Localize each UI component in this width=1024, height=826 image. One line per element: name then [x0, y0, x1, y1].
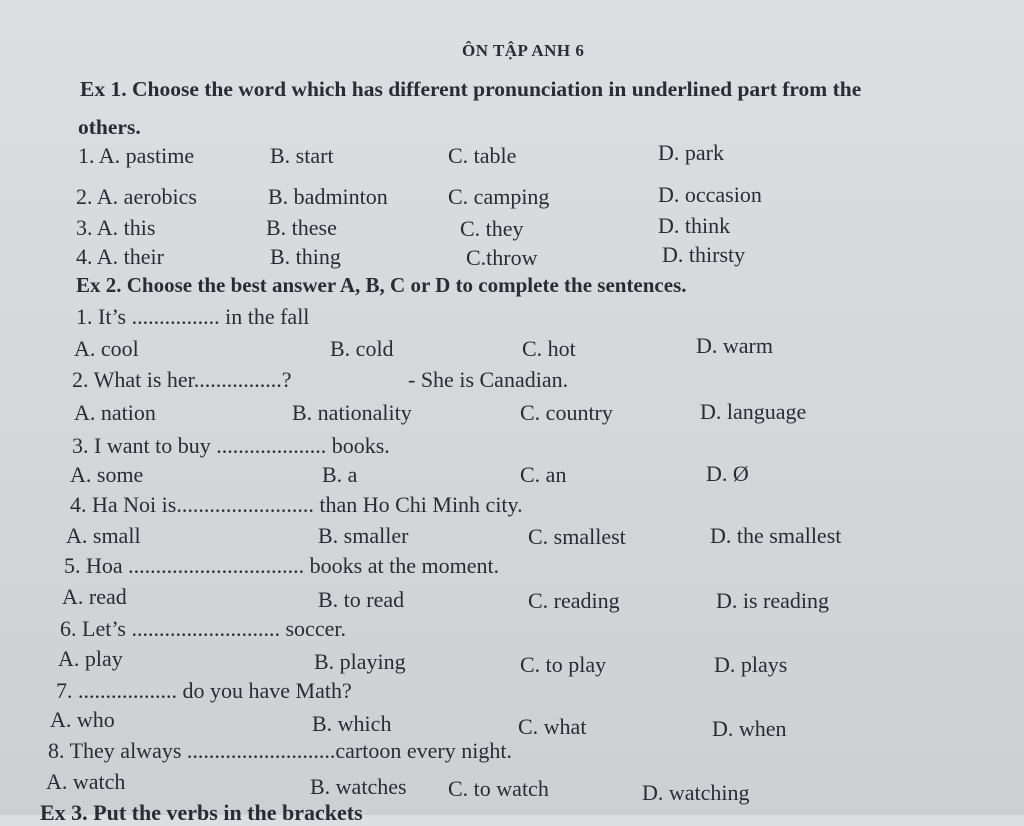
ex2-q6-option-c: C. to play [520, 652, 607, 677]
ex1-q1-option-a: 1. A. pastime [78, 143, 195, 168]
ex2-q2-option-b: B. nationality [292, 400, 412, 425]
ex2-q3-option-c: C. an [520, 462, 567, 487]
ex2-q6-option-d: D. plays [714, 652, 788, 677]
ex1-q4-option-a: 4. A. their [76, 244, 164, 269]
ex2-q8-stem: 8. They always ...........................cartoon every night. [48, 738, 512, 763]
ex1-q3-option-a: 3. A. this [76, 215, 156, 240]
ex2-q1-stem: 1. It’s ................ in the fall [76, 304, 310, 329]
ex2-q4-option-a: A. small [66, 523, 141, 548]
ex2-q2-option-d: D. language [700, 399, 807, 424]
ex1-q4-option-b: B. thing [270, 244, 341, 269]
ex3-heading-partial: Ex 3. Put the verbs in the brackets [40, 800, 363, 825]
ex2-q2-option-c: C. country [520, 400, 613, 425]
ex2-q6-option-b: B. playing [314, 649, 406, 674]
ex2-q3-option-a: A. some [70, 462, 144, 487]
ex1-q2-option-d: D. occasion [658, 182, 762, 207]
ex2-q5-option-b: B. to read [318, 587, 405, 612]
ex2-q8-option-c: C. to watch [448, 776, 549, 801]
ex2-q3-option-b: B. a [322, 462, 358, 487]
ex2-q8-option-d: D. watching [642, 780, 750, 805]
ex2-q7-option-b: B. which [312, 711, 392, 736]
ex1-heading-line1: Ex 1. Choose the word which has different pronunciation in underlined part from the [80, 77, 862, 101]
ex2-q5-option-d: D. is reading [716, 588, 830, 613]
ex2-q1-option-d: D. warm [696, 333, 773, 358]
page-title: ÔN TẬP ANH 6 [462, 41, 585, 60]
ex1-q2-option-b: B. badminton [268, 184, 388, 209]
ex2-q6-stem: 6. Let’s ........................... soccer. [60, 616, 346, 641]
ex2-q4-option-d: D. the smallest [710, 523, 842, 548]
ex2-q3-option-d: D. Ø [706, 461, 749, 486]
ex2-q5-stem: 5. Hoa ................................ books at the moment. [64, 553, 500, 578]
ex1-q1-option-b: B. start [270, 143, 334, 168]
ex2-q2-option-a: A. nation [74, 400, 156, 425]
ex1-q3-option-d: D. think [658, 213, 731, 238]
ex2-q3-stem: 3. I want to buy .................... books. [72, 433, 390, 458]
ex2-q7-option-c: C. what [518, 714, 587, 739]
ex2-q7-stem: 7. .................. do you have Math? [56, 678, 352, 703]
ex2-q8-option-b: B. watches [310, 774, 407, 799]
ex2-q5-option-a: A. read [62, 584, 127, 609]
ex2-q1-option-b: B. cold [330, 336, 394, 361]
ex1-q2-option-c: C. camping [448, 184, 550, 209]
ex1-q3-option-b: B. these [266, 215, 337, 240]
ex2-q4-option-b: B. smaller [318, 523, 409, 548]
ex2-q5-option-c: C. reading [528, 588, 620, 613]
ex2-q1-option-c: C. hot [522, 336, 576, 361]
ex1-q4-option-d: D. thirsty [662, 242, 746, 267]
ex1-q3-option-c: C. they [460, 216, 524, 241]
ex1-q1-option-d: D. park [658, 140, 724, 165]
ex2-q7-option-d: D. when [712, 716, 787, 741]
ex2-q2-reply: - She is Canadian. [408, 367, 569, 392]
ex2-heading: Ex 2. Choose the best answer A, B, C or D to complete the sentences. [76, 273, 687, 297]
ex2-q6-option-a: A. play [58, 646, 123, 671]
ex2-q4-option-c: C. smallest [528, 524, 626, 549]
ex1-q2-option-a: 2. A. aerobics [76, 184, 197, 209]
ex1-heading-line2: others. [78, 115, 141, 139]
ex1-q1-option-c: C. table [448, 143, 517, 168]
ex2-q2-stem: 2. What is her................? [72, 367, 292, 392]
ex2-q1-option-a: A. cool [74, 336, 139, 361]
ex2-q8-option-a: A. watch [46, 769, 126, 794]
ex1-q4-option-c: C.throw [466, 245, 538, 270]
ex2-q4-stem: 4. Ha Noi is......................... than Ho Chi Minh city. [70, 492, 523, 517]
ex2-q7-option-a: A. who [50, 707, 115, 732]
